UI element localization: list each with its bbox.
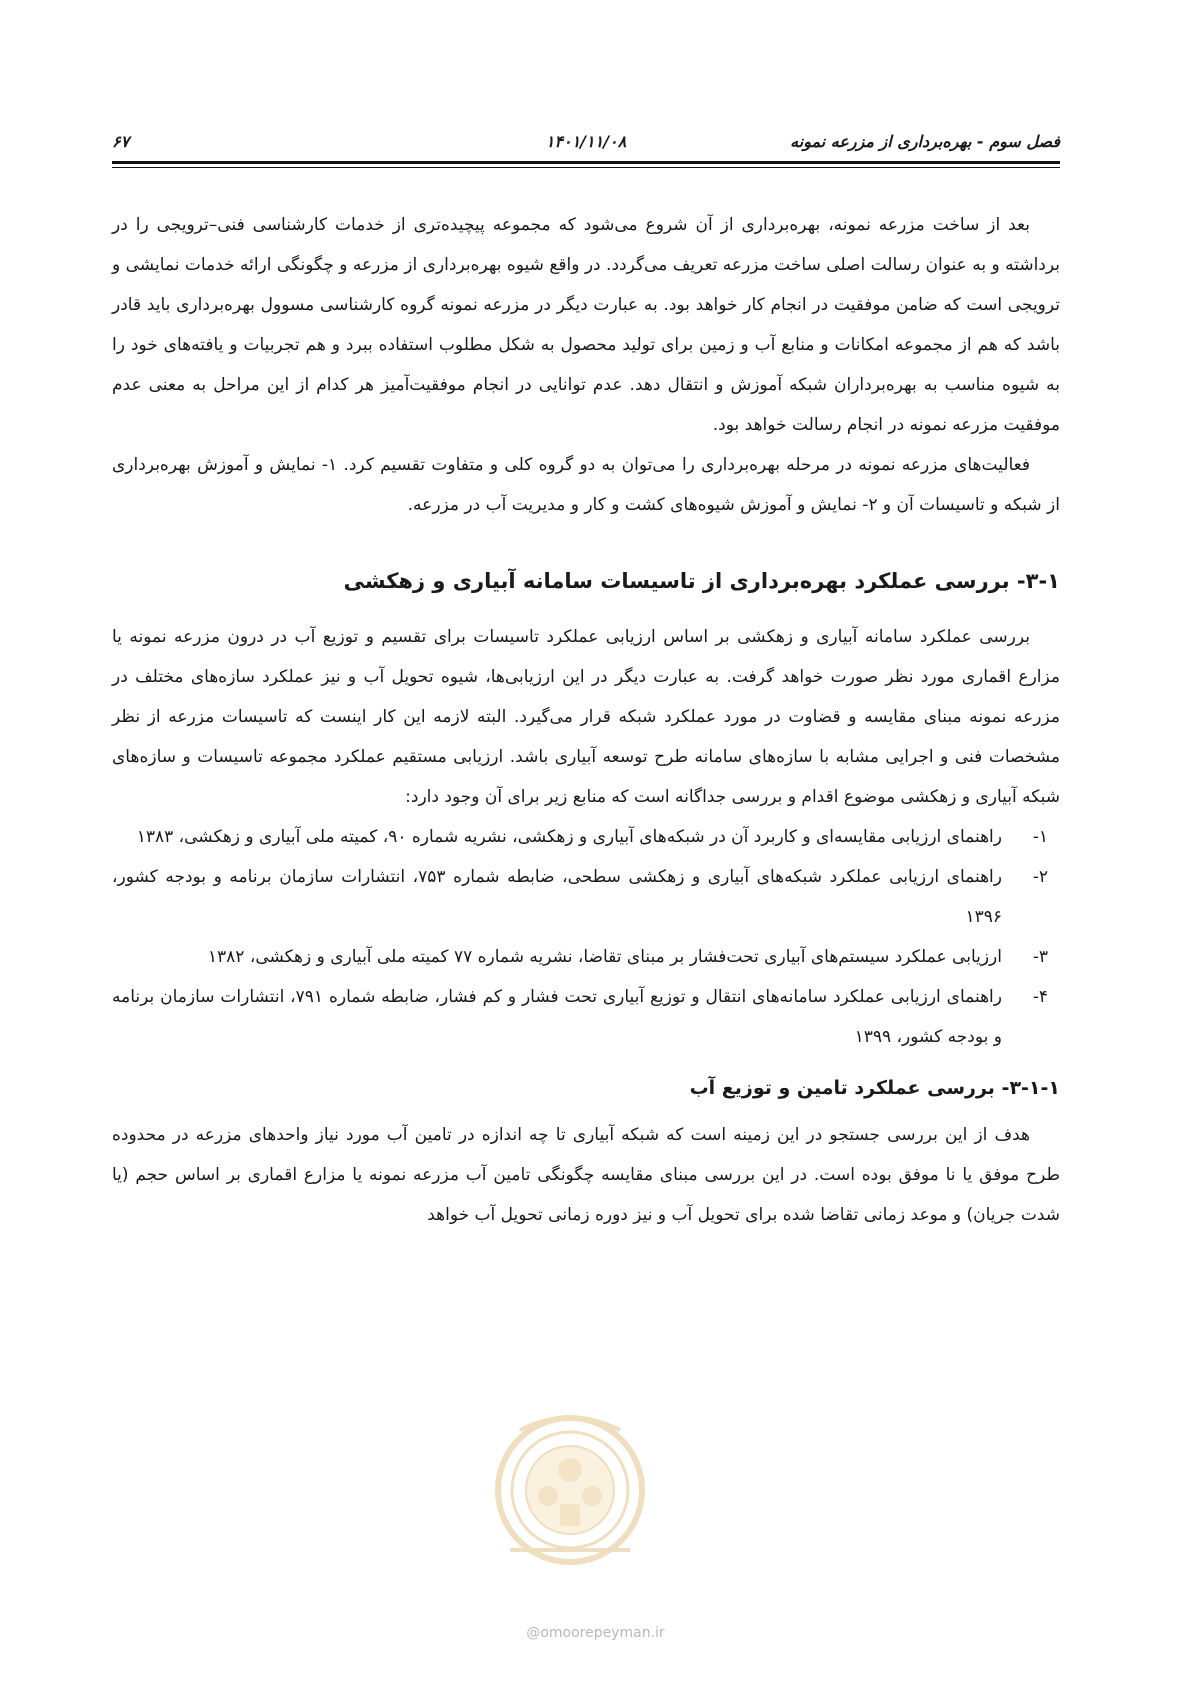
chapter-title: فصل سوم - بهره‌برداری از مزرعه نمونه <box>790 132 1060 151</box>
reference-text: ارزیابی عملکرد سیستم‌های آبیاری تحت‌فشار بر مبنای تقاضا، نشریه شماره ۷۷ کمیته ملی آبیاری و زهکشی، ۱۳۸۲ <box>207 947 1002 967</box>
reference-number: ۱- <box>1032 827 1048 847</box>
reference-item <box>112 817 1060 857</box>
watermark-url: @omoorepeyman.ir <box>526 1625 665 1641</box>
reference-list <box>112 817 1060 1057</box>
reference-text: راهنمای ارزیابی عملکرد سامانه‌های انتقال و توزیع آبیاری تحت فشار و کم فشار، ضابطه شماره ۷۹۱، انتشارات سازمان برنامه و بودجه کشور، ۱۳۹۹ <box>112 987 1002 1047</box>
header-rule-thin <box>112 167 1060 168</box>
watermark-seal-icon <box>490 1400 650 1585</box>
reference-number: ۳- <box>1032 947 1048 967</box>
section-heading-3-1-1: ۳-۱-۱- بررسی عملکرد تامین و توزیع آب <box>689 1077 1060 1099</box>
section-heading-3-1: ۳-۱- بررسی عملکرد بهره‌برداری از تاسیسات سامانه آبیاری و زهکشی <box>343 569 1060 593</box>
page-number: ۶۷ <box>112 132 130 151</box>
intro-paragraph-2: فعالیت‌های مزرعه نمونه در مرحله بهره‌برداری را می‌توان به دو گروه کلی و متفاوت تقسیم کرد. ۱- نمایش و آموزش بهره‌برداری از شبکه و تاسیسات آن و ۲- نمایش و آموزش شیوه‌های کشت و کار و مدیریت آب در مزرعه. <box>112 455 1060 515</box>
section-3-1-paragraph: بررسی عملکرد سامانه آبیاری و زهکشی بر اساس ارزیابی عملکرد تاسیسات برای تقسیم و توزیع آب در درون مزرعه نمونه یا مزارع اقماری مورد نظر صورت خواهد گرفت. به عبارت دیگر در این ارزیابی‌ها، شیوه تحویل آب و نیز عملکرد سازه‌های مختلف در مزرعه نمونه مبنای مقایسه و قضاوت در مورد عملکرد شبکه قرار می‌گیرد. البته لازمه این کار اینست که تاسیسات مزرعه از نظر مشخصات فنی و اجرایی مشابه با سازه‌های سامانه طرح توسعه آبیاری باشد. ارزیابی مستقیم عملکرد مجموعه تاسیسات و سازه‌های شبکه آبیاری و زهکشی موضوع اقدام و بررسی جداگانه است که منابع زیر برای آن وجود دارد: <box>112 627 1060 807</box>
running-header <box>112 130 1060 156</box>
section-3-1-1-paragraph: هدف از این بررسی جستجو در این زمینه است که شبکه آبیاری تا چه اندازه در تامین آب مورد نیاز واحدهای مزرعه در محدوده طرح موفق یا نا موفق بوده است. در این بررسی مبنای مقایسه چگونگی تامین آب مزرعه نمونه یا مزارع اقماری بر اساس حجم (یا شدت جریان) و موعد زمانی تقاضا شده برای تحویل آب و نیز دوره زمانی تحویل آب خواهد <box>112 1125 1060 1225</box>
reference-text: راهنمای ارزیابی مقایسه‌ای و کاربرد آن در شبکه‌های آبیاری و زهکشی، نشریه شماره ۹۰، کمیته ملی آبیاری و زهکشی، ۱۳۸۳ <box>136 827 1002 847</box>
body-content <box>112 205 1060 1235</box>
reference-item <box>112 977 1060 1057</box>
header-date: ۱۴۰۱/۱۱/۰۸ <box>545 132 627 151</box>
reference-item <box>112 937 1060 977</box>
reference-item <box>112 857 1060 937</box>
reference-number: ۲- <box>1032 867 1048 887</box>
reference-text: راهنمای ارزیابی عملکرد شبکه‌های آبیاری و زهکشی سطحی، ضابطه شماره ۷۵۳، انتشارات سازمان برنامه و بودجه کشور، ۱۳۹۶ <box>112 867 1002 927</box>
reference-number: ۴- <box>1032 987 1048 1007</box>
intro-paragraph-1: بعد از ساخت مزرعه نمونه، بهره‌برداری از آن شروع می‌شود که مجموعه پیچیده‌تری از خدمات کارشناسی فنی–ترویجی را در برداشته و به عنوان رسالت اصلی ساخت مزرعه تعریف می‌گردد. در واقع شیوه بهره‌برداری از مزرعه و چگونگی ارائه خدمات نمایشی و ترویجی است که ضامن موفقیت در انجام کار خواهد بود. به عبارت دیگر در مزرعه نمونه گروه کارشناسی مسوول بهره‌برداری باید قادر باشد که هم از مجموعه امکانات و منابع آب و زمین برای تولید محصول به شکل مطلوب استفاده ببرد و هم تجربیات و یافته‌های خود را به شیوه مناسب به بهره‌برداران شبکه آموزش و انتقال دهد. عدم توانایی در انجام موفقیت‌آمیز هر کدام از این مراحل به معنی عدم موفقیت مزرعه نمونه در انجام رسالت خواهد بود. <box>112 215 1060 435</box>
header-rule-thick <box>112 161 1060 164</box>
